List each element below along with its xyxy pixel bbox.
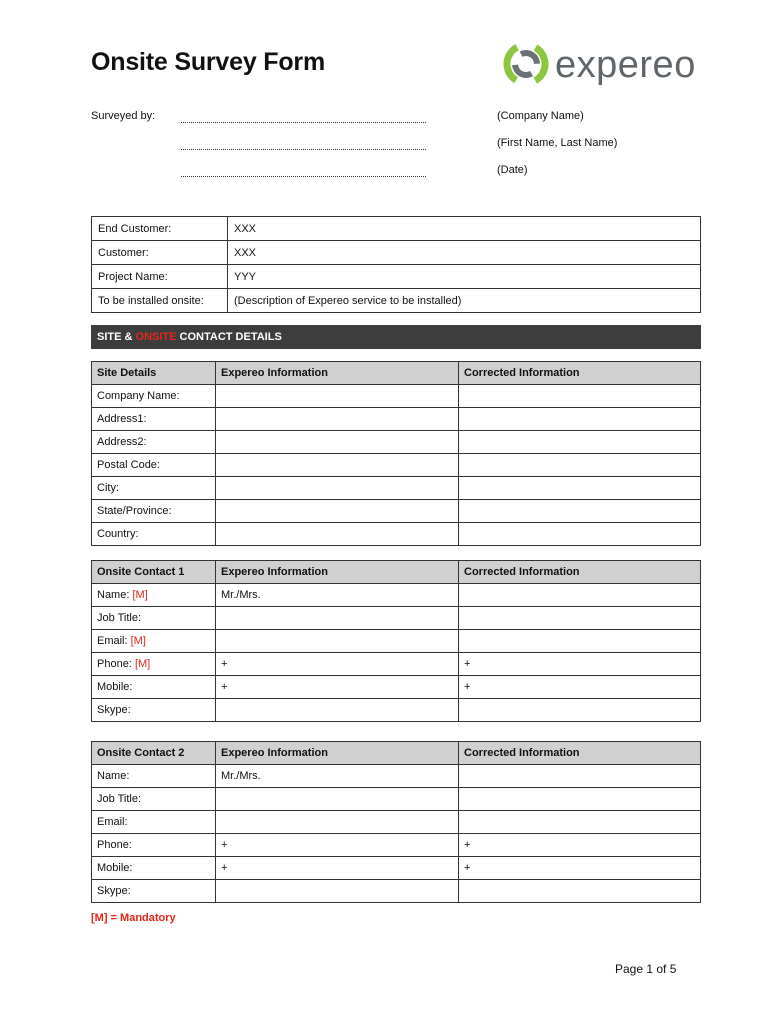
row-label: Address1:	[92, 408, 216, 431]
company-logo	[500, 38, 720, 96]
table-row	[92, 676, 701, 699]
table-row	[92, 788, 701, 811]
logo-wordmark: expereo	[555, 44, 696, 86]
company-name-hint: (Company Name)	[497, 110, 584, 122]
table-row	[92, 811, 701, 834]
column-header: Expereo Information	[216, 561, 459, 584]
expereo-info-cell[interactable]	[216, 431, 459, 454]
row-label: Postal Code:	[92, 454, 216, 477]
expereo-info-cell[interactable]: +	[216, 676, 459, 699]
corrected-info-cell[interactable]	[459, 788, 701, 811]
column-header: Onsite Contact 2	[92, 742, 216, 765]
phone-label: Phone:	[97, 658, 132, 670]
row-label: Email:	[92, 811, 216, 834]
corrected-info-cell[interactable]	[459, 607, 701, 630]
mandatory-legend-text: = Mandatory	[107, 912, 176, 924]
installed-onsite-label: To be installed onsite:	[92, 289, 228, 313]
email-label: Email:	[97, 635, 128, 647]
expereo-info-cell[interactable]: Mr./Mrs.	[216, 765, 459, 788]
site-details-table	[91, 361, 701, 546]
mandatory-marker: [M]	[134, 658, 151, 670]
project-info-table	[91, 216, 701, 313]
corrected-info-cell[interactable]	[459, 523, 701, 546]
expereo-info-cell[interactable]: +	[216, 834, 459, 857]
row-label: State/Province:	[92, 500, 216, 523]
table-header-row	[92, 362, 701, 385]
row-label: Skype:	[92, 880, 216, 903]
end-customer-label: End Customer:	[92, 217, 228, 241]
table-row	[92, 217, 701, 241]
table-row	[92, 241, 701, 265]
row-label: Name:	[92, 765, 216, 788]
onsite-contact-2-table	[91, 741, 701, 903]
page-number: Page 1 of 5	[615, 962, 677, 976]
corrected-info-cell[interactable]	[459, 699, 701, 722]
expereo-info-cell[interactable]	[216, 408, 459, 431]
expereo-info-cell[interactable]	[216, 880, 459, 903]
row-label: Address2:	[92, 431, 216, 454]
corrected-info-cell[interactable]	[459, 454, 701, 477]
row-label	[92, 653, 216, 676]
expereo-info-cell[interactable]	[216, 385, 459, 408]
corrected-info-cell[interactable]	[459, 584, 701, 607]
mandatory-legend-tag: [M]	[91, 912, 108, 924]
person-name-hint: (First Name, Last Name)	[497, 137, 618, 149]
table-row	[92, 607, 701, 630]
customer-label: Customer:	[92, 241, 228, 265]
table-row	[92, 454, 701, 477]
mandatory-marker: [M]	[130, 635, 146, 647]
date-hint: (Date)	[497, 164, 528, 176]
column-header: Expereo Information	[216, 362, 459, 385]
corrected-info-cell[interactable]	[459, 431, 701, 454]
corrected-info-cell[interactable]: +	[459, 834, 701, 857]
table-row	[92, 265, 701, 289]
project-name-value[interactable]: YYY	[228, 265, 701, 289]
mandatory-legend	[91, 912, 176, 924]
expereo-info-cell[interactable]	[216, 630, 459, 653]
table-row	[92, 523, 701, 546]
mandatory-marker: [M]	[132, 589, 148, 601]
corrected-info-cell[interactable]	[459, 385, 701, 408]
person-name-line[interactable]	[181, 149, 426, 150]
corrected-info-cell[interactable]	[459, 500, 701, 523]
row-label: Job Title:	[92, 788, 216, 811]
corrected-info-cell[interactable]	[459, 408, 701, 431]
column-header: Corrected Information	[459, 362, 701, 385]
row-label: City:	[92, 477, 216, 500]
expereo-logo-icon	[500, 38, 552, 90]
company-name-line[interactable]	[181, 122, 426, 123]
table-row	[92, 477, 701, 500]
column-header: Site Details	[92, 362, 216, 385]
row-label: Phone:	[92, 834, 216, 857]
table-row	[92, 857, 701, 880]
row-label: Country:	[92, 523, 216, 546]
expereo-info-cell[interactable]: +	[216, 653, 459, 676]
row-label	[92, 630, 216, 653]
corrected-info-cell[interactable]	[459, 880, 701, 903]
corrected-info-cell[interactable]	[459, 765, 701, 788]
column-header: Onsite Contact 1	[92, 561, 216, 584]
expereo-info-cell[interactable]: Mr./Mrs.	[216, 584, 459, 607]
expereo-info-cell[interactable]	[216, 477, 459, 500]
page-title: Onsite Survey Form	[91, 48, 325, 76]
project-name-label: Project Name:	[92, 265, 228, 289]
table-row	[92, 653, 701, 676]
corrected-info-cell[interactable]: +	[459, 653, 701, 676]
surveyed-by-label: Surveyed by:	[91, 110, 156, 122]
corrected-info-cell[interactable]: +	[459, 857, 701, 880]
column-header: Corrected Information	[459, 561, 701, 584]
table-header-row	[92, 742, 701, 765]
table-row	[92, 431, 701, 454]
table-row	[92, 500, 701, 523]
installed-onsite-value[interactable]: (Description of Expereo service to be installed)	[228, 289, 701, 313]
row-label: Company Name:	[92, 385, 216, 408]
corrected-info-cell[interactable]	[459, 811, 701, 834]
column-header: Corrected Information	[459, 742, 701, 765]
table-header-row	[92, 561, 701, 584]
expereo-info-cell[interactable]	[216, 454, 459, 477]
expereo-info-cell[interactable]	[216, 699, 459, 722]
expereo-info-cell[interactable]	[216, 811, 459, 834]
date-line[interactable]	[181, 176, 426, 177]
row-label: Mobile:	[92, 676, 216, 699]
table-row	[92, 630, 701, 653]
table-row	[92, 765, 701, 788]
corrected-info-cell[interactable]	[459, 477, 701, 500]
name-label: Name:	[97, 589, 130, 601]
row-label: Job Title:	[92, 607, 216, 630]
row-label	[92, 584, 216, 607]
onsite-contact-1-table	[91, 560, 701, 722]
end-customer-value[interactable]: XXX	[228, 217, 701, 241]
table-row	[92, 699, 701, 722]
table-row	[92, 584, 701, 607]
table-row	[92, 834, 701, 857]
expereo-info-cell[interactable]	[216, 500, 459, 523]
section-prefix: SITE &	[97, 331, 136, 343]
section-suffix: CONTACT DETAILS	[176, 331, 282, 343]
section-highlight: ONSITE	[135, 331, 177, 343]
customer-value[interactable]: XXX	[228, 241, 701, 265]
expereo-info-cell[interactable]	[216, 788, 459, 811]
expereo-info-cell[interactable]: +	[216, 857, 459, 880]
section-header	[91, 325, 701, 349]
expereo-info-cell[interactable]	[216, 523, 459, 546]
table-row	[92, 408, 701, 431]
table-row	[92, 289, 701, 313]
table-row	[92, 385, 701, 408]
table-row	[92, 880, 701, 903]
row-label: Mobile:	[92, 857, 216, 880]
row-label: Skype:	[92, 699, 216, 722]
corrected-info-cell[interactable]	[459, 630, 701, 653]
corrected-info-cell[interactable]: +	[459, 676, 701, 699]
expereo-info-cell[interactable]	[216, 607, 459, 630]
column-header: Expereo Information	[216, 742, 459, 765]
